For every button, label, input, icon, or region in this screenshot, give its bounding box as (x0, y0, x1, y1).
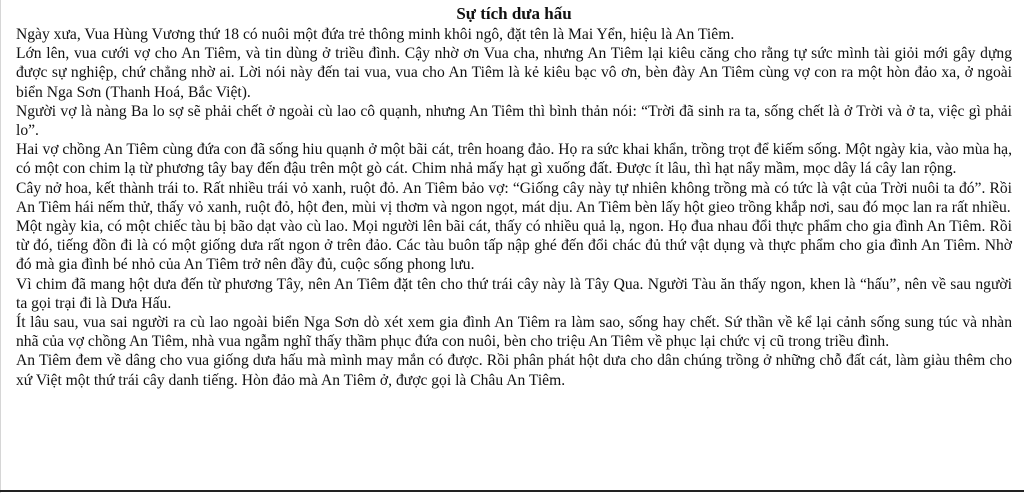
paragraph-9: An Tiêm đem về dâng cho vua giống dưa hấu mà mình may mắn có được. Rồi phân phát hột dưa cho dân chúng trồng ở những chỗ đất cát, làm giàu thêm cho xứ Việt một thứ trái cây danh tiếng. Hòn đảo mà An Tiêm ở, được gọi là Châu An Tiêm. (16, 352, 1012, 389)
paragraph-3: Người vợ là nàng Ba lo sợ sẽ phải chết ở ngoài cù lao cô quạnh, nhưng An Tiêm thì bình thản nói: “Trời đã sinh ra ta, sống chết là ở Trời và ở ta, việc gì phải lo”. (16, 102, 1012, 140)
document-title: Sự tích dưa hấu (456, 4, 572, 23)
paragraph-5: Cây nở hoa, kết thành trái to. Rất nhiều trái vỏ xanh, ruột đỏ. An Tiêm bảo vợ: “Giống cây này tự nhiên không trồng mà có tức là vật của Trời nuôi ta đó”. Rồi An Tiêm hái nếm thử, thấy vỏ xanh, ruột đỏ, hột đen, mùi vị thơm và ngon ngọt, mát dịu. An Tiêm bèn lấy hột gieo trồng khắp nơi, sau đó mọc lan ra rất nhiều. (16, 179, 1012, 216)
paragraph-2: Lớn lên, vua cưới vợ cho An Tiêm, và tin dùng ở triều đình. Cậy nhờ ơn Vua cha, nhưng An Tiêm lại kiêu căng cho rằng tự sức mình tài giỏi mới gây dựng được sự nghiệp, chứ chẳng nhờ ai. Lời nói này đến tai vua, vua cho An Tiêm là kẻ kiêu bạc vô ơn, bèn đày An Tiêm cùng vợ con ra một hòn đảo xa, ở ngoài biển Nga Sơn (Thanh Hoá, Bắc Việt). (16, 45, 1012, 101)
paragraph-6: Một ngày kia, có một chiếc tàu bị bão dạt vào cù lao. Mọi người lên bãi cát, thấy có nhiều quả lạ, ngon. Họ đua nhau đổi thực phẩm cho gia đình An Tiêm. Rồi từ đó, tiếng đồn đi là có một giống dưa rất ngon ở trên đảo. Các tàu buôn tấp nập ghé đến đổi chác đủ thứ vật dụng và thực phẩm cho gia đình An Tiêm. Nhờ đó mà gia đình bé nhỏ của An Tiêm trở nên đầy đủ, cuộc sống phong lưu. (16, 218, 1012, 274)
page-edge-line (0, 0, 1, 493)
paragraph-4: Hai vợ chồng An Tiêm cùng đứa con đã sống hiu quạnh ở một bãi cát, trên hoang đảo. Họ ra sức khai khẩn, trồng trọt để kiếm sống. Một ngày kia, vào mùa hạ, có một con chim lạ từ phương tây bay đến đậu trên một gò cát. Chim nhả mấy hạt gì xuống đất. Được ít lâu, thì hạt nẩy mầm, mọc dây lá cây lan rộng. (16, 141, 1012, 178)
paragraph-8: Ít lâu sau, vua sai người ra cù lao ngoài biển Nga Sơn dò xét xem gia đình An Tiêm ra làm sao, sống hay chết. Sứ thần về kể lại cảnh sống sung túc và nhàn nhã của vợ chồng An Tiêm, nhà vua ngẫm nghĩ thấy thầm phục đứa con nuôi, bèn cho triệu An Tiêm về phục lại chức vị cũ trong triều đình. (16, 314, 1012, 351)
bottom-border-line (0, 490, 1024, 492)
paragraph-1: Ngày xưa, Vua Hùng Vương thứ 18 có nuôi một đứa trẻ thông minh khôi ngô, đặt tên là Mai Yển, hiệu là An Tiêm. (16, 26, 735, 43)
paragraph-7: Vì chim đã mang hột dưa đến từ phương Tây, nên An Tiêm đặt tên cho thứ trái cây này là Tây Qua. Người Tàu ăn thấy ngon, khen là “hấu”, nên về sau người ta gọi trại đi là Dưa Hấu. (16, 275, 1012, 312)
